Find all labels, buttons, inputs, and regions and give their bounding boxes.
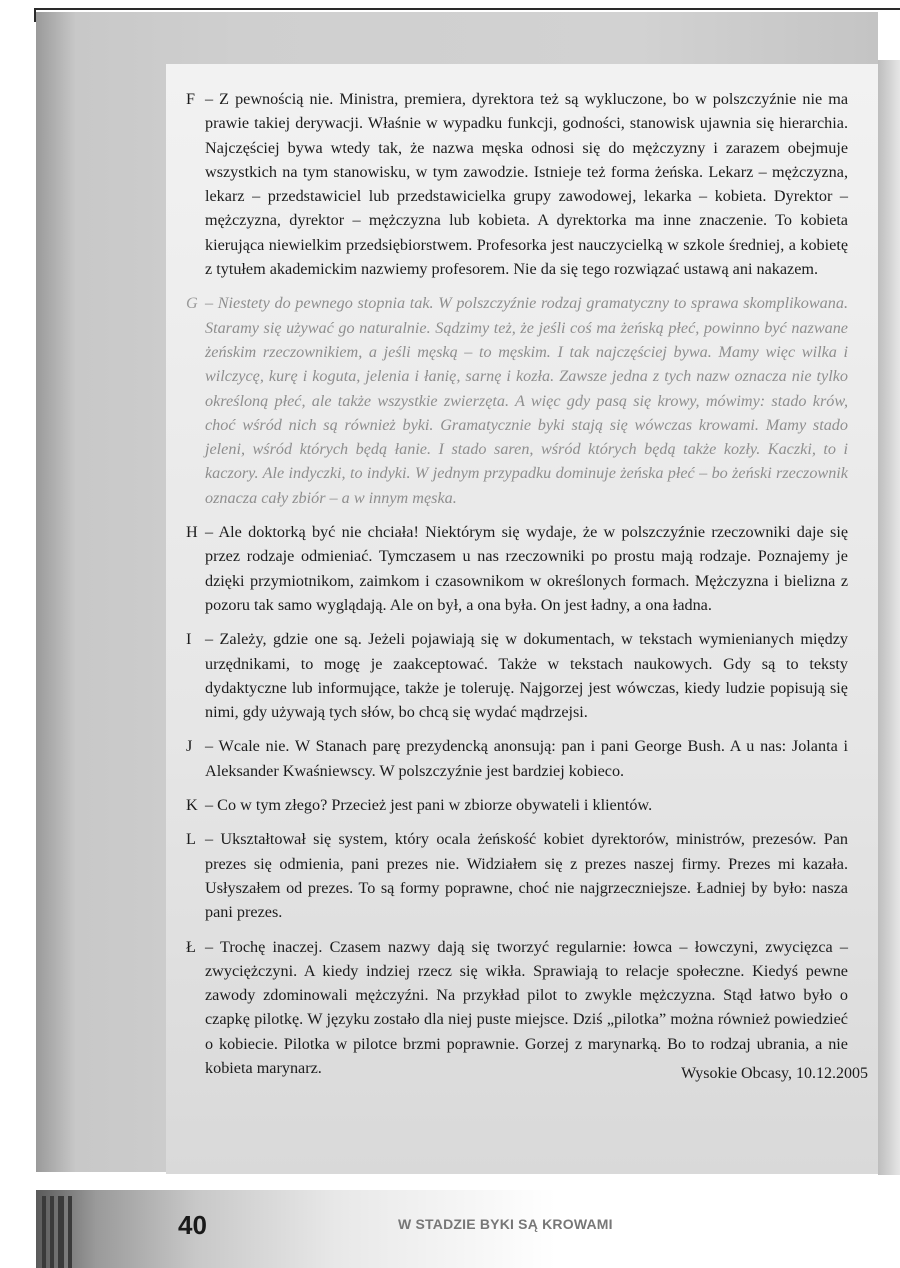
paragraph-letter: I (186, 630, 192, 649)
paragraph-text: – Z pewnością nie. Ministra, premiera, dyrektora też są wykluczone, bo w polszczyźnie nie ma prawie takiej derywacji. Właśnie w wypadku funkcji, godności, stanowisk ujawnia się hierarchia. Najczęściej bywa wtedy tak, że nazwa męska odnosi się do mężczyzny i zarazem obejmuje wszystkich na tym stanowisku, w tym zawodzie. Istnieje też forma żeńska. Lekarz – mężczyzna, lekarz – przedstawiciel lub przedstawicielka grupy zawodowej, lekarka – kobieta. Dyrektor – mężczyzna, dyrektor – mężczyzna lub kobieta. A dyrektorka ma inne znaczenie. To kobieta kierująca niewielkim przedsiębiorstwem. Profesorka jest nauczycielką w szkole średniej, a kobietę z tytułem akademickim nazwiemy profesorem. Nie da się tego rozwiązać ustawą ani nakazem. (205, 90, 848, 279)
paragraph-text: – Zależy, gdzie one są. Jeżeli pojawiają się w dokumentach, w tekstach wymienianych między urzędnikami, to mogę je zaakceptować. Także w tekstach naukowych. Gdy są to teksty dydaktyczne lub informujące, także je toleruję. Najgorzej jest wówczas, kiedy ludzie popisują się nimi, gdy używają tych słów, bo chcą się wydać mądrzejsi. (205, 630, 848, 722)
paragraph-k (186, 793, 848, 817)
paragraph-l-stroke (186, 935, 848, 1081)
page-right-edge (878, 60, 900, 1175)
paragraph-letter: F (186, 90, 196, 108)
paragraph-f (186, 87, 848, 281)
running-title: W STADZIE BYKI SĄ KROWAMI (398, 1216, 613, 1232)
paragraph-text: – Trochę inaczej. Czasem nazwy dają się tworzyć regularnie: łowca – łowczyni, zwycięzca – zwyciężczyni. A kiedy indziej rzecz się wikła. Sprawiają to relacje społeczne. Kiedyś pewne zawody zdominowali mężczyźni. Na przykład pilot to zwykle mężczyzna. Stąd łatwo było o czapkę pilotkę. W języku zostało dla niej puste miejsce. Dziś „pilotka” można również powiedzieć o kobiecie. Pilotka w pilotce brzmi poprawnie. Gorzej z marynarką. Bo to rodzaj ubrania, a nie kobieta marynarz. (205, 937, 848, 1077)
page-number: 40 (178, 1210, 207, 1240)
paragraph-text: – Wcale nie. W Stanach parę prezydencką anonsują: pan i pani George Bush. A u nas: Jolanta i Aleksander Kwaśniewscy. W polszczyźnie jest bardziej kobieco. (205, 737, 848, 780)
paragraph-l (186, 827, 848, 924)
paragraph-text: – Co w tym złego? Przecież jest pani w zbiorze obywateli i klientów. (205, 796, 653, 815)
paragraph-text: – Ukształtował się system, który ocala żeńskość kobiet dyrektorów, ministrów, prezesów. Pan prezes się odmienia, pani prezes nie. Widziałem się z prezes naszej firmy. Prezes mi kazała. Usłyszałem od prezes. To są formy poprawne, choć nie najgrzeczniejsze. Ładniej by było: nasza pani prezes. (205, 830, 848, 922)
paragraph-letter: H (186, 523, 198, 542)
top-rule (36, 8, 900, 10)
paragraph-j (186, 734, 848, 783)
paragraph-h (186, 520, 848, 617)
paragraph-letter: Ł (186, 937, 196, 956)
paragraph-letter: L (186, 830, 196, 849)
paragraph-g (186, 291, 848, 510)
article-body (186, 87, 848, 1090)
source-citation: Wysokie Obcasy, 10.12.2005 (681, 1065, 868, 1082)
paragraph-letter: K (186, 796, 198, 815)
paragraph-letter: J (186, 737, 193, 756)
paragraph-i (186, 627, 848, 724)
paragraph-letter: G (186, 294, 198, 313)
paragraph-text: – Niestety do pewnego stopnia tak. W polszczyźnie rodzaj gramatyczny to sprawa skomplikowana. Staramy się używać go naturalnie. Sądzimy też, że jeśli coś ma żeńską płeć, powinno być nazwane żeńskim rzeczownikiem, a jeśli męską – to męskim. I tak najczęściej bywa. Mamy więc wilka i wilczycę, kurę i koguta, jelenia i łanię, sarnę i kozła. Zawsze jedna z tych nazw oznacza nie tylko określoną płeć, ale także wszystkie zwierzęta. A więc gdy pasą się krowy, mówimy: stado krów, choć wśród nich są również byki. Gramatycznie byki stają się wówczas krowami. Mamy stado jeleni, wśród których będą łanie. I stado saren, wśród których będą także kozły. Kaczki, to i kaczory. Ale indyczki, to indyki. W jednym przypadku dominuje żeńska płeć – bo żeński rzeczownik oznacza cały zbiór – a w innym męska. (205, 294, 848, 507)
paragraph-text: – Ale doktorką być nie chciała! Niektórym się wydaje, że w polszczyźnie rzeczowniki daje się przez rodzaje odmieniać. Tymczasem u nas rzeczowniki po prostu mają rodzaje. Poznajemy je dzięki przymiotnikom, zaimkom i czasownikom w określonych formach. Mężczyzna i bielizna z pozoru tak samo wyglądają. Ale on był, a ona była. On jest ładny, a ona ładna. (205, 523, 848, 614)
